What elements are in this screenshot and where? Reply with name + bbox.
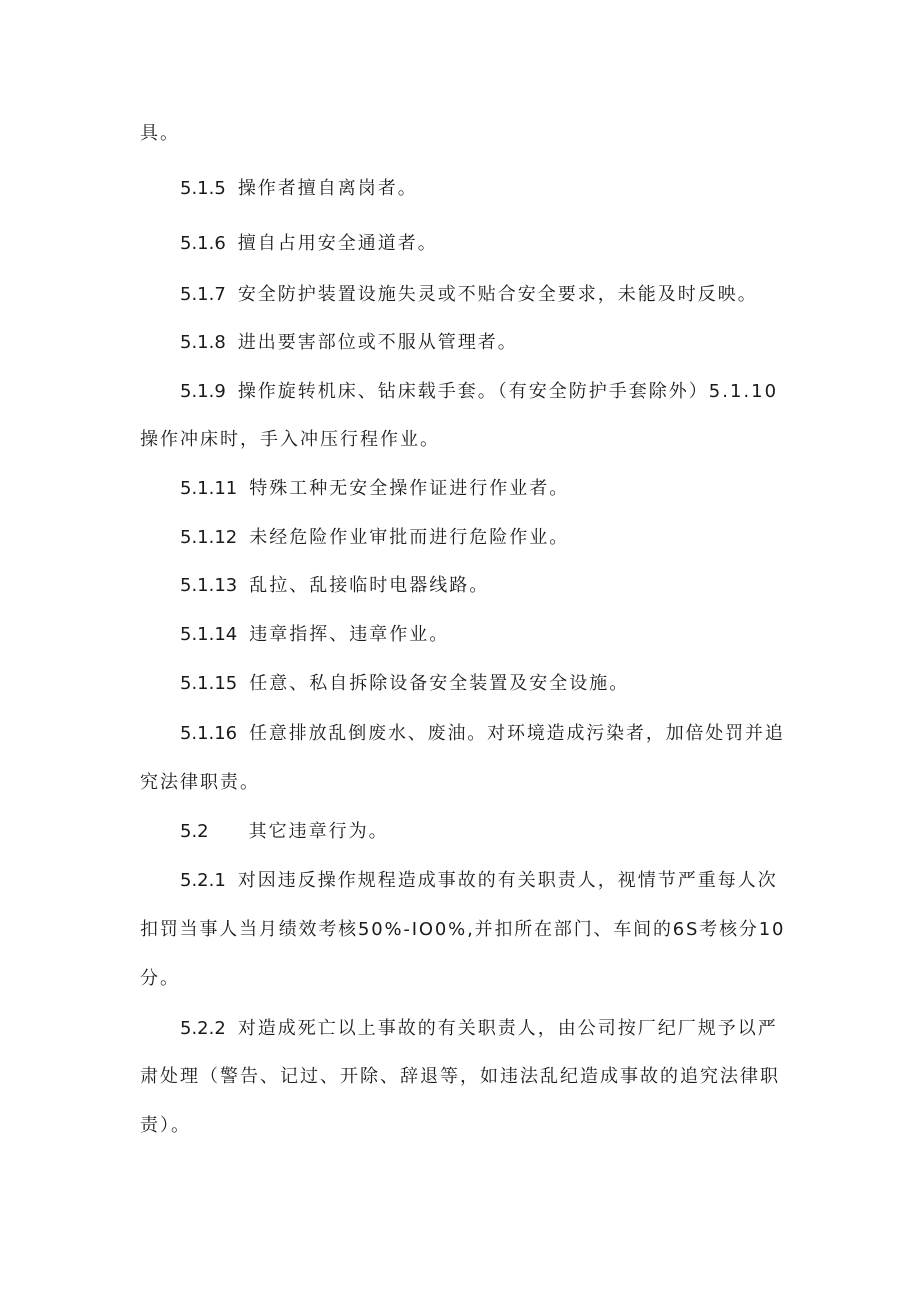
clause-number: 5.1.5 [180, 178, 226, 199]
clause-text: 任意、私自拆除设备安全装置及安全设施。 [249, 673, 630, 694]
line-text: 责）。 [140, 1115, 191, 1136]
text-line-continuation [140, 1113, 785, 1139]
line-text: 分。 [140, 968, 180, 989]
text-line-1 [140, 121, 785, 147]
clause-5-2-1 [180, 868, 785, 894]
clause-5-1-15 [180, 671, 785, 697]
line-text: 肃处理（警告、记过、开除、辞退等，如违法乱纪造成事故的追究法律职 [140, 1066, 780, 1087]
section-text: 其它违章行为。 [248, 821, 389, 842]
clause-number: 5.2.2 [180, 1018, 226, 1039]
clause-number: 5.1.11 [180, 478, 238, 499]
clause-text: 对因违反操作规程造成事故的有关职责人，视情节严重每人次 [237, 870, 778, 891]
clause-text: 特殊工种无安全操作证进行作业者。 [249, 478, 570, 499]
text-line-continuation [140, 427, 785, 453]
clause-5-1-6 [180, 231, 785, 257]
clause-text: 操作旋转机床、钻床载手套。（有安全防护手套除外）5.1.10 [237, 381, 779, 402]
clause-5-1-7 [180, 282, 785, 308]
clause-text: 擅自占用安全通道者。 [237, 233, 438, 254]
clause-text: 对造成死亡以上事故的有关职责人，由公司按厂纪厂规予以严 [237, 1018, 778, 1039]
line-text: 操作冲床时，手入冲压行程作业。 [140, 429, 440, 450]
clause-5-2-2 [180, 1016, 785, 1042]
clause-number: 5.1.13 [180, 575, 238, 596]
clause-text: 任意排放乱倒废水、废油。对环境造成污染者，加倍处罚并追 [249, 723, 785, 744]
clause-number: 5.2.1 [180, 870, 226, 891]
clause-number: 5.1.8 [180, 332, 226, 353]
clause-text: 乱拉、乱接临时电器线路。 [249, 575, 490, 596]
clause-5-1-14 [180, 622, 785, 648]
section-5-2 [180, 819, 785, 845]
line-text: 扣罚当事人当月绩效考核50%-IO0%,并扣所在部门、车间的6S考核分10 [140, 919, 786, 940]
line-text: 具。 [140, 123, 180, 144]
text-line-continuation [140, 917, 785, 943]
clause-number: 5.1.14 [180, 624, 238, 645]
clause-number: 5.1.12 [180, 527, 238, 548]
text-line-continuation [140, 770, 785, 796]
line-text: 究法律职责。 [140, 772, 260, 793]
clause-5-1-8 [180, 330, 785, 356]
clause-5-1-13 [180, 573, 785, 599]
text-line-continuation [140, 1064, 785, 1090]
clause-5-1-5 [180, 176, 785, 202]
clause-text: 进出要害部位或不服从管理者。 [237, 332, 518, 353]
clause-number: 5.1.16 [180, 723, 238, 744]
text-line-continuation [140, 966, 785, 992]
clause-number: 5.1.9 [180, 381, 226, 402]
section-number: 5.2 [180, 821, 209, 842]
clause-number: 5.1.7 [180, 284, 226, 305]
clause-text: 操作者擅自离岗者。 [237, 178, 418, 199]
clause-5-1-9 [180, 379, 785, 405]
clause-text: 安全防护装置设施失灵或不贴合安全要求，未能及时反映。 [237, 284, 758, 305]
clause-text: 未经危险作业审批而进行危险作业。 [249, 527, 570, 548]
clause-5-1-11 [180, 476, 785, 502]
clause-5-1-16 [180, 721, 785, 747]
clause-text: 违章指挥、违章作业。 [249, 624, 450, 645]
clause-5-1-12 [180, 525, 785, 551]
clause-number: 5.1.6 [180, 233, 226, 254]
clause-number: 5.1.15 [180, 673, 238, 694]
